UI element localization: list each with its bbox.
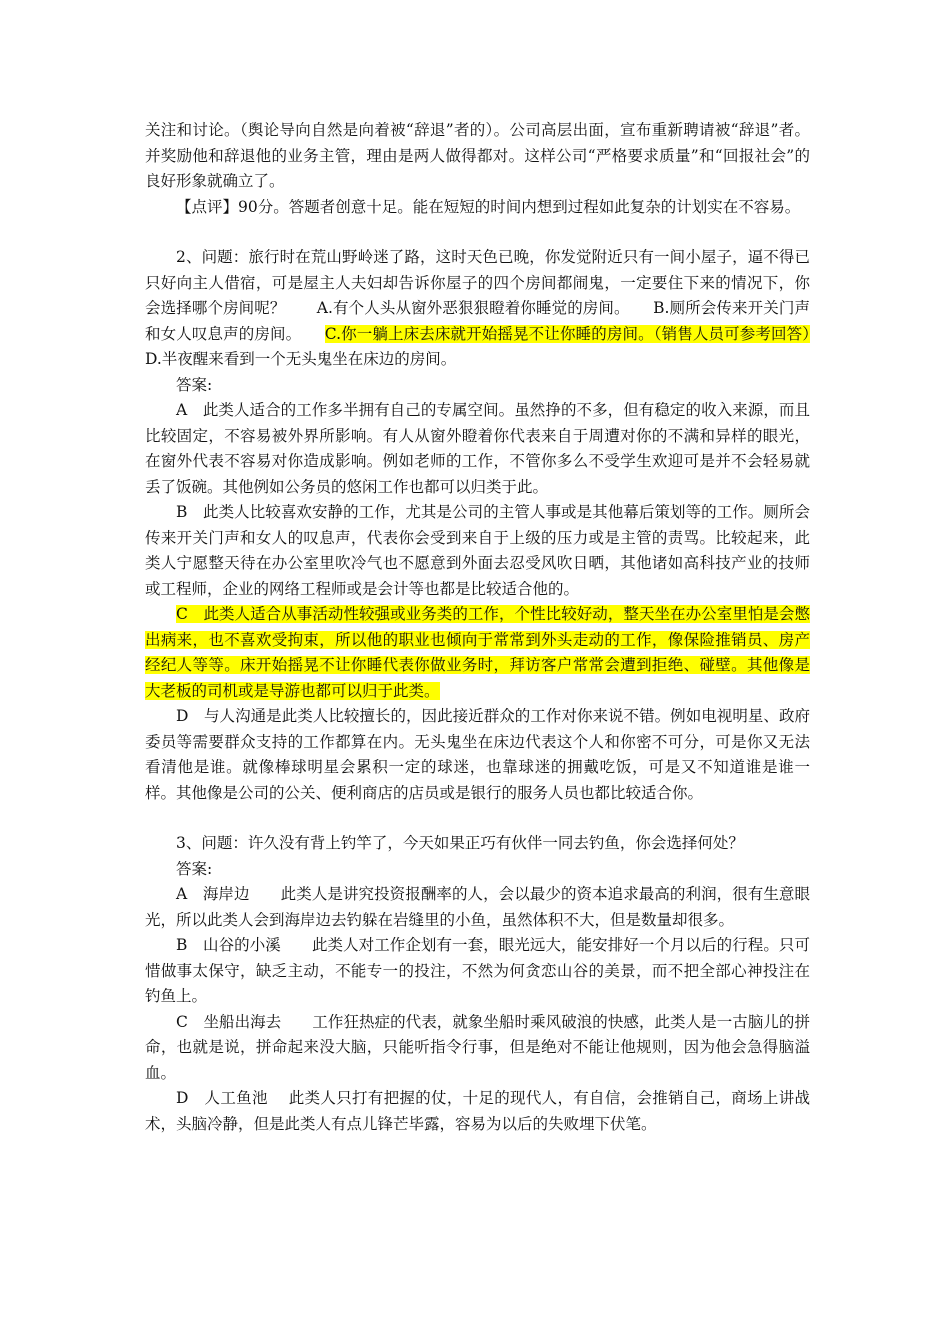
q2-question-paragraph (145, 245, 810, 373)
q3-answer-d: D 人工鱼池 此类人只打有把握的仗，十足的现代人，有自信，会推销自己，商场上讲战术，头脑冷静，但是此类人有点儿锋芒毕露，容易为以后的失败埋下伏笔。 (145, 1089, 810, 1133)
q2-option-b: B.厕所会传来开关门声和女人叹息声的房间。 (145, 299, 810, 343)
q2-answer-d: D 与人沟通是此类人比较擅长的，因此接近群众的工作对你来说不错。例如电视明星、政府委员等需要群众支持的工作都算在内。无头鬼坐在床边代表这个人和你密不可分，可是你又无法看清他是谁。就像棒球明星会累积一定的球迷，也靠球迷的拥戴吃饭，可是又不知道谁是谁一样。其他像是公司的公关、便利商店的店员或是银行的服务人员也都比较适合你。 (145, 707, 810, 802)
q2-answer-a: A 此类人适合的工作多半拥有自己的专属空间。虽然挣的不多，但有稳定的收入来源，而且比较固定，不容易被外界所影响。有人从窗外瞪着你代表来自于周遭对你的不满和异样的眼光，在窗外代表不容易对你造成影响。例如老师的工作，不管你多么不受学生欢迎可是并不会轻易就丢了饭碗。其他例如公务员的悠闲工作也都可以归类于此。 (145, 401, 810, 496)
q2-option-a: A.有个人头从窗外恶狠狠瞪着你睡觉的房间。 (316, 299, 622, 317)
q2-option-d: D.半夜醒来看到一个无头鬼坐在床边的房间。 (145, 350, 457, 368)
q2-option-c-highlighted: C.你一躺上床去床就开始摇晃不让你睡的房间。（销售人员可参考回答） (324, 324, 810, 343)
q3-answer-a: A 海岸边 此类人是讲究投资报酬率的人，会以最少的资本追求最高的利润，很有生意眼光，所以此类人会到海岸边去钓躲在岩缝里的小鱼，虽然体积不大，但是数量却很多。 (145, 885, 810, 929)
q3-question: 3、问题：许久没有背上钓竿了，今天如果正巧有伙伴一同去钓鱼，你会选择何处？ (176, 834, 744, 852)
spacer (145, 806, 810, 831)
q2-answer-b: B 此类人比较喜欢安静的工作，尤其是公司的主管人事或是其他幕后策划等的工作。厕所会传来开关门声和女人的叹息声，代表你会受到来自于上级的压力或是主管的责骂。比较起来，此类人宁愿整天待在办公室里吹冷气也不愿意到外面去忍受风吹日晒，其他诸如高科技产业的技师或工程师，企业的网络工程师或是会计等也都是比较适合他的。 (145, 503, 810, 598)
q2-question: 2、问题：旅行时在荒山野岭迷了路，这时天色已晚，你发觉附近只有一间小屋子，逼不得已只好向主人借宿，可是屋主人夫妇却告诉你屋子的四个房间都闹鬼，一定要住下来的情况下，你会选择哪个房间呢？ (145, 248, 810, 317)
q3-answer-label: 答案: (176, 859, 213, 878)
intro-paragraph: 关注和讨论。（舆论导向自然是向着被“辞退”者的）。公司高层出面，宣布重新聘请被“辞退”者。并奖励他和辞退他的业务主管，理由是两人做得都对。这样公司“严格要求质量”和“回报社会”的良好形象就确立了。 (145, 121, 810, 190)
q3-answer-c: C 坐船出海去 工作狂热症的代表，就象坐船时乘风破浪的快感，此类人是一古脑儿的拼命，也就是说，拼命起来没大脑，只能听指令行事，但是绝对不能让他规则，因为他会急得脑溢血。 (145, 1012, 810, 1082)
spacer (145, 220, 810, 245)
q2-answer-c-highlighted: C 此类人适合从事活动性较强或业务类的工作，个性比较好动，整天坐在办公室里怕是会憋出病来，也不喜欢受拘束，所以他的职业也倾向于常常到外头走动的工作，像保险推销员、房产经纪人等等。床开始摇晃不让你睡代表你做业务时，拜访客户常常会遭到拒绝、碰壁。其他像是大老板的司机或是导游也都可以归于此类。 (145, 605, 810, 700)
document-page (145, 118, 810, 1137)
comment-paragraph: 【点评】90分。答题者创意十足。能在短短的时间内想到过程如此复杂的计划实在不容易。 (176, 197, 801, 216)
q2-answer-label: 答案: (176, 375, 213, 394)
q3-answer-b: B 山谷的小溪 此类人对工作企划有一套，眼光远大，能安排好一个月以后的行程。只可惜做事太保守，缺乏主动，不能专一的投注，不然为何贪恋山谷的美景，而不把全部心神投注在钓鱼上。 (145, 936, 810, 1005)
q2-answer-c-paragraph (145, 602, 810, 704)
